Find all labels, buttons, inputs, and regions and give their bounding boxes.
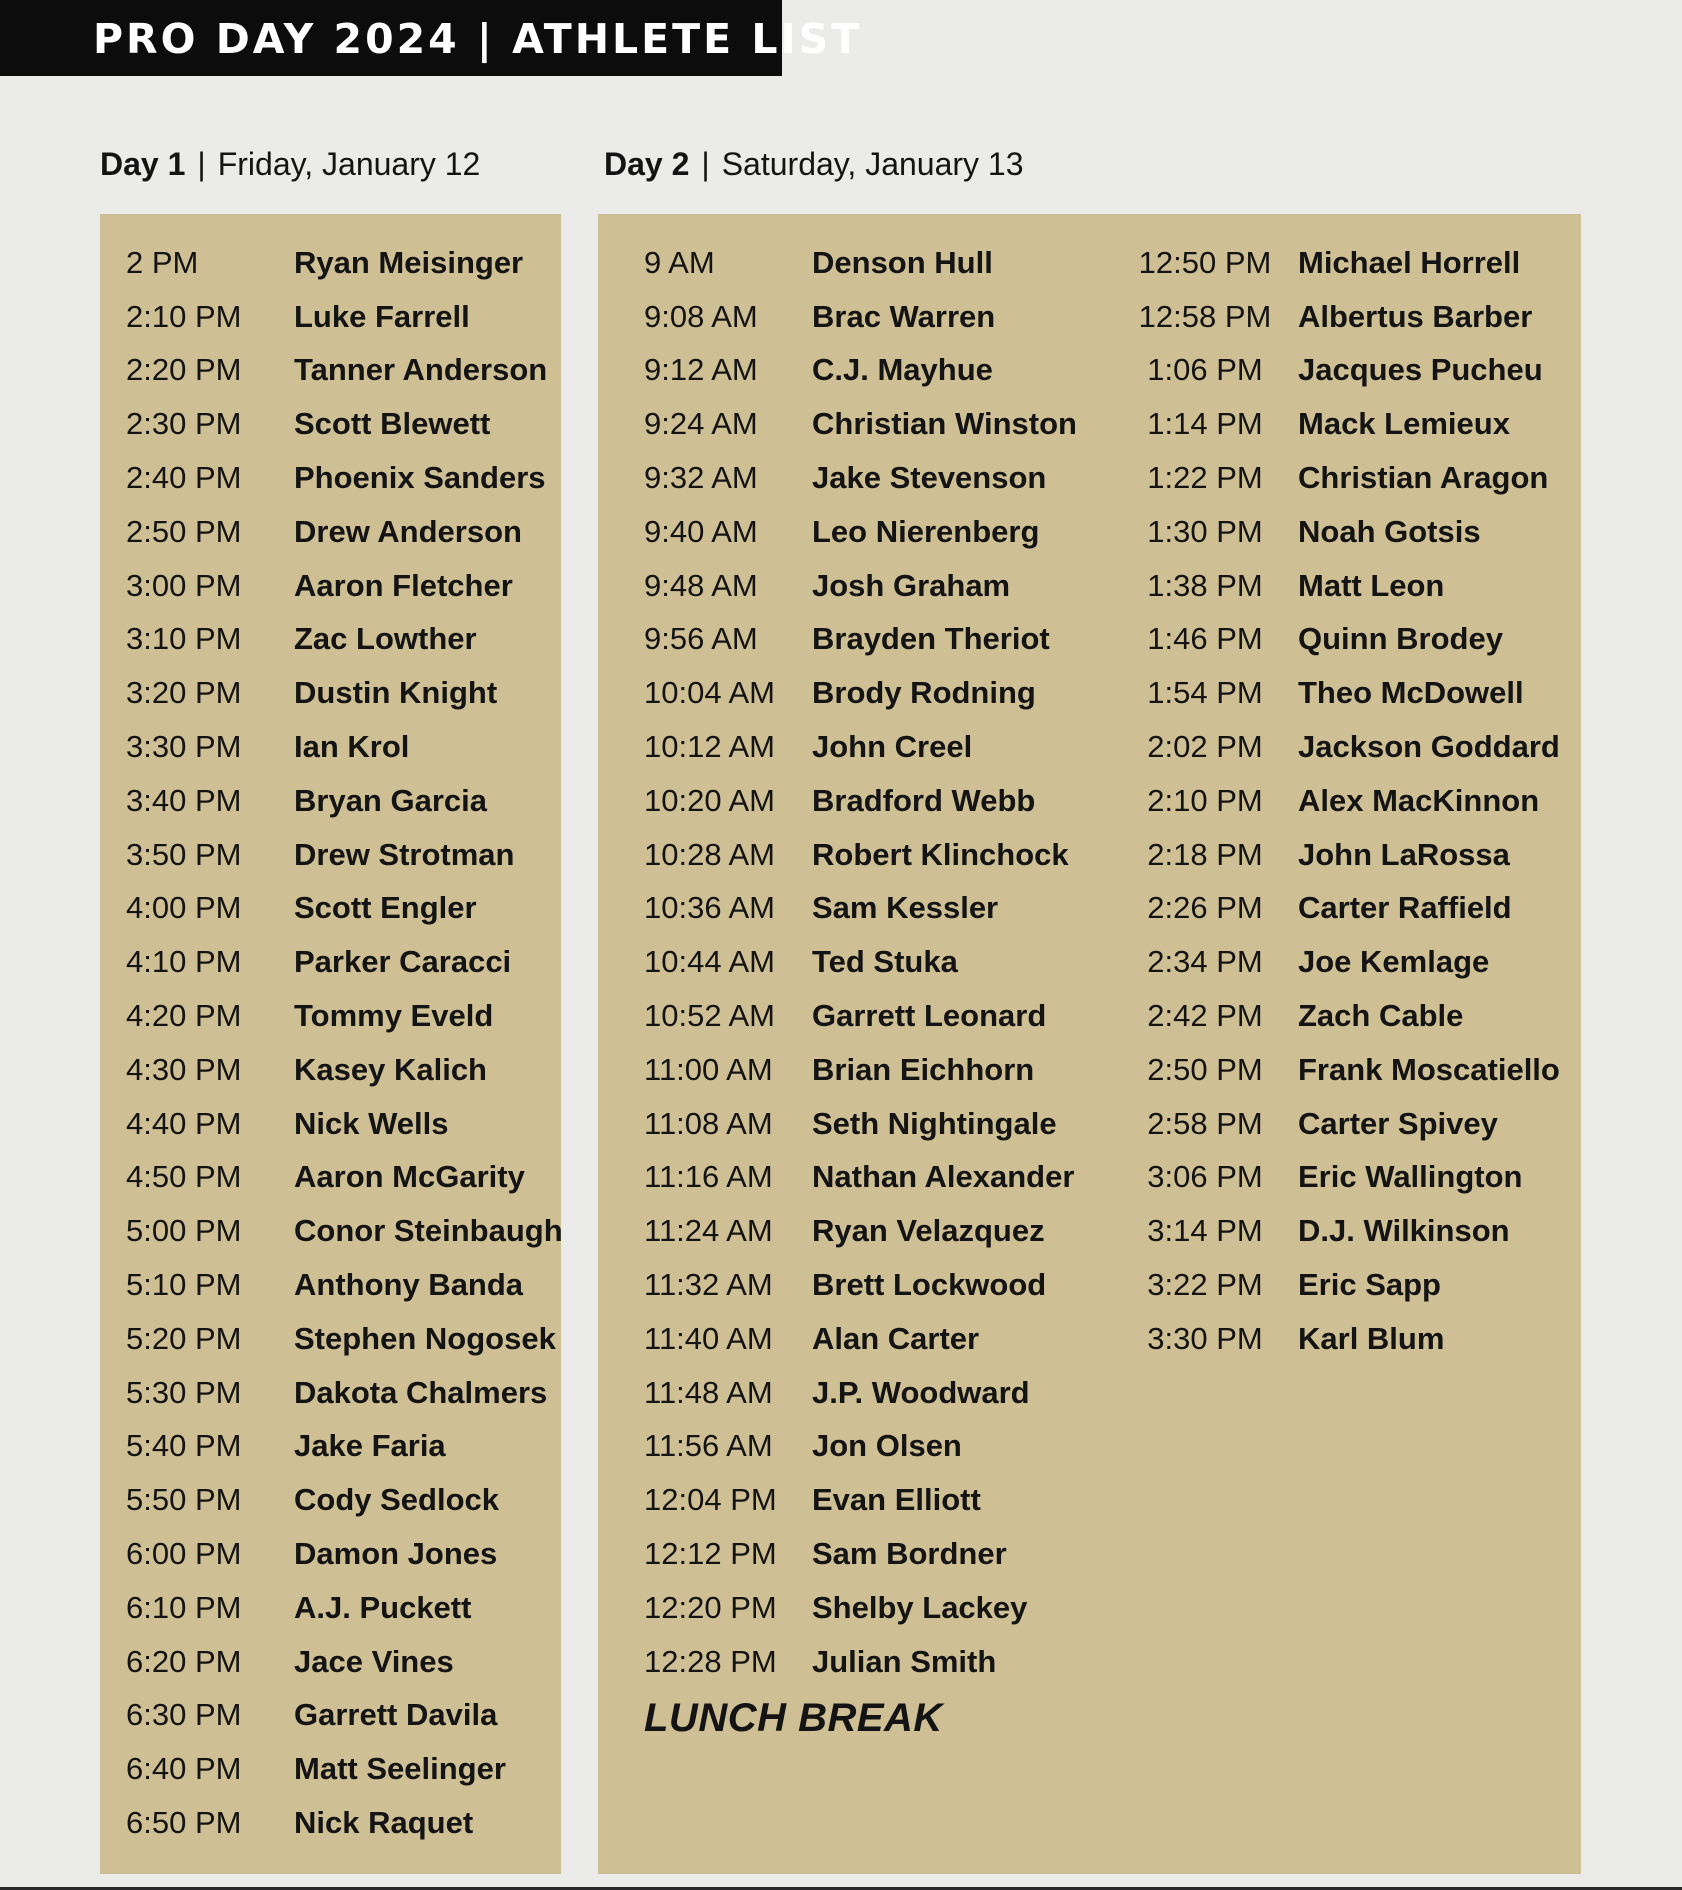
athlete-name: Zac Lowther — [294, 621, 477, 657]
schedule-row — [126, 290, 563, 344]
day2-label: Day 2 — [604, 146, 690, 182]
athlete-name: Conor Steinbaugh — [294, 1213, 563, 1249]
slot-time: 1:54 PM — [1147, 675, 1263, 711]
schedule-row — [644, 1204, 1077, 1258]
slot-time: 5:40 PM — [126, 1428, 242, 1464]
schedule-row — [1120, 397, 1560, 451]
schedule-row — [644, 1258, 1077, 1312]
schedule-row — [126, 1204, 563, 1258]
athlete-name: A.J. Puckett — [294, 1589, 472, 1625]
schedule-row — [126, 1635, 563, 1689]
schedule-row — [1120, 505, 1560, 559]
day2-separator: | — [701, 146, 710, 182]
slot-time: 11:48 AM — [644, 1374, 773, 1410]
athlete-name: Drew Anderson — [294, 513, 522, 549]
schedule-row — [644, 1151, 1077, 1205]
athlete-name: Luke Farrell — [294, 298, 470, 334]
slot-time: 2:10 PM — [126, 298, 242, 334]
schedule-row — [644, 613, 1077, 667]
slot-time: 12:12 PM — [644, 1536, 777, 1572]
athlete-name: Eric Sapp — [1298, 1267, 1441, 1303]
athlete-name: Brac Warren — [812, 298, 996, 334]
athlete-name: John Creel — [812, 729, 973, 765]
athlete-name: Jake Faria — [294, 1428, 446, 1464]
title-bar — [0, 0, 863, 76]
schedule-row — [126, 774, 563, 828]
slot-time: 4:40 PM — [126, 1105, 242, 1141]
slot-time: 3:20 PM — [126, 675, 242, 711]
day1-label: Day 1 — [100, 146, 186, 182]
schedule-row — [126, 720, 563, 774]
schedule-row — [644, 236, 1077, 290]
athlete-name: Alan Carter — [812, 1320, 980, 1356]
athlete-name: Joe Kemlage — [1298, 944, 1490, 980]
slot-time: 2:50 PM — [126, 513, 242, 549]
slot-time: 5:30 PM — [126, 1374, 242, 1410]
athlete-name: Matt Leon — [1298, 567, 1445, 603]
slot-time: 9:08 AM — [644, 298, 758, 334]
schedule-row — [126, 1742, 563, 1796]
athlete-name: Sam Kessler — [812, 890, 999, 926]
schedule-row — [644, 344, 1077, 398]
page-title: PRO DAY 2024 | ATHLETE LIST — [93, 15, 863, 63]
schedule-row — [126, 935, 563, 989]
day2-schedule-panel — [598, 214, 1581, 1874]
slot-time: 3:14 PM — [1147, 1213, 1263, 1249]
schedule-row — [1120, 451, 1560, 505]
schedule-row — [126, 236, 563, 290]
athlete-name: Michael Horrell — [1298, 244, 1521, 280]
athlete-name: Noah Gotsis — [1298, 513, 1481, 549]
athlete-name: J.P. Woodward — [812, 1374, 1030, 1410]
athlete-name: Leo Nierenberg — [812, 513, 1040, 549]
day1-schedule-panel — [100, 214, 561, 1874]
schedule-row — [644, 1366, 1077, 1420]
schedule-row — [644, 828, 1077, 882]
athlete-name: Bradford Webb — [812, 782, 1036, 818]
schedule-row — [126, 1151, 563, 1205]
schedule-row — [1120, 989, 1560, 1043]
athlete-name: Evan Elliott — [812, 1482, 981, 1518]
slot-time: 6:40 PM — [126, 1751, 242, 1787]
athlete-name: Garrett Leonard — [812, 998, 1047, 1034]
schedule-row — [126, 613, 563, 667]
slot-time: 5:10 PM — [126, 1267, 242, 1303]
slot-time: 12:04 PM — [644, 1482, 777, 1518]
schedule-row — [644, 559, 1077, 613]
slot-time: 6:10 PM — [126, 1589, 242, 1625]
athlete-name: Brody Rodning — [812, 675, 1036, 711]
slot-time: 3:40 PM — [126, 782, 242, 818]
athlete-name: Parker Caracci — [294, 944, 512, 980]
athlete-name: Tommy Eveld — [294, 998, 494, 1034]
slot-time: 12:20 PM — [644, 1589, 777, 1625]
slot-time: 9:32 AM — [644, 460, 758, 496]
slot-time: 1:46 PM — [1147, 621, 1263, 657]
slot-time: 11:00 AM — [644, 1051, 773, 1087]
slot-time: 2:20 PM — [126, 352, 242, 388]
athlete-name: Christian Winston — [812, 406, 1077, 442]
schedule-row — [644, 1635, 1077, 1689]
athlete-name: Zach Cable — [1298, 998, 1464, 1034]
schedule-row — [1120, 1258, 1560, 1312]
schedule-row — [644, 989, 1077, 1043]
schedule-row — [1120, 236, 1560, 290]
schedule-row — [126, 344, 563, 398]
slot-time: 3:22 PM — [1147, 1267, 1263, 1303]
slot-time: 3:30 PM — [1147, 1320, 1263, 1356]
athlete-name: Mack Lemieux — [1298, 406, 1510, 442]
schedule-row — [644, 505, 1077, 559]
schedule-row — [644, 1312, 1077, 1366]
slot-time: 1:06 PM — [1147, 352, 1263, 388]
slot-time: 3:06 PM — [1147, 1159, 1263, 1195]
schedule-row — [126, 1473, 563, 1527]
slot-time: 6:00 PM — [126, 1536, 242, 1572]
schedule-row — [1120, 720, 1560, 774]
athlete-name: Scott Engler — [294, 890, 477, 926]
athlete-name: Brayden Theriot — [812, 621, 1050, 657]
athlete-name: Bryan Garcia — [294, 782, 487, 818]
schedule-row — [126, 1527, 563, 1581]
schedule-row — [126, 1689, 563, 1743]
athlete-name: Drew Strotman — [294, 836, 515, 872]
slot-time: 11:56 AM — [644, 1428, 773, 1464]
schedule-row — [1120, 1151, 1560, 1205]
athlete-name: C.J. Mayhue — [812, 352, 993, 388]
athlete-name: Jackson Goddard — [1298, 729, 1560, 765]
slot-time: 10:52 AM — [644, 998, 775, 1034]
schedule-row — [644, 882, 1077, 936]
slot-time: 10:04 AM — [644, 675, 775, 711]
schedule-row — [644, 290, 1077, 344]
athlete-name: Nick Raquet — [294, 1805, 474, 1840]
slot-time: 2:18 PM — [1147, 836, 1263, 872]
athlete-name: Ryan Velazquez — [812, 1213, 1045, 1249]
day1-heading — [100, 142, 480, 186]
slot-time: 10:28 AM — [644, 836, 775, 872]
slot-time: 2:34 PM — [1147, 944, 1263, 980]
schedule-row — [1120, 1312, 1560, 1366]
athlete-name: Ted Stuka — [812, 944, 958, 980]
slot-time: 6:20 PM — [126, 1643, 242, 1679]
schedule-row — [126, 397, 563, 451]
slot-time: 2:10 PM — [1147, 782, 1263, 818]
slot-time: 11:16 AM — [644, 1159, 773, 1195]
schedule-row — [126, 1796, 563, 1850]
slot-time: 11:40 AM — [644, 1320, 773, 1356]
slot-time: 2 PM — [126, 244, 199, 280]
slot-time: 1:38 PM — [1147, 567, 1263, 603]
day1-schedule-list — [126, 236, 563, 1850]
schedule-row — [126, 828, 563, 882]
day2-heading — [604, 142, 1024, 186]
athlete-name: Stephen Nogosek — [294, 1320, 556, 1356]
athlete-name: Alex MacKinnon — [1298, 782, 1540, 818]
schedule-row — [1120, 290, 1560, 344]
schedule-row — [1120, 1043, 1560, 1097]
athlete-name: Cody Sedlock — [294, 1482, 499, 1518]
athlete-name: Karl Blum — [1298, 1320, 1445, 1356]
day2-date: Saturday, January 13 — [721, 146, 1024, 182]
athlete-name: Christian Aragon — [1298, 460, 1549, 496]
athlete-name: Jon Olsen — [812, 1428, 962, 1464]
schedule-row — [126, 666, 563, 720]
lunch-break-label: LUNCH BREAK — [644, 1696, 943, 1740]
athlete-name: Damon Jones — [294, 1536, 498, 1572]
slot-time: 6:50 PM — [126, 1805, 242, 1840]
slot-time: 5:00 PM — [126, 1213, 242, 1249]
slot-time: 12:28 PM — [644, 1643, 777, 1679]
slot-time: 2:40 PM — [126, 460, 242, 496]
schedule-row — [126, 451, 563, 505]
athlete-name: Nick Wells — [294, 1105, 449, 1141]
athlete-name: John LaRossa — [1298, 836, 1510, 872]
athlete-name: Carter Raffield — [1298, 890, 1512, 926]
athlete-name: Theo McDowell — [1298, 675, 1524, 711]
athlete-name: Albertus Barber — [1298, 298, 1533, 334]
athlete-name: Ryan Meisinger — [294, 244, 524, 280]
slot-time: 9:12 AM — [644, 352, 758, 388]
athlete-name: Julian Smith — [812, 1643, 997, 1679]
schedule-row — [126, 1312, 563, 1366]
schedule-row — [1120, 1204, 1560, 1258]
slot-time: 6:30 PM — [126, 1697, 242, 1733]
schedule-row — [126, 1097, 563, 1151]
athlete-name: Matt Seelinger — [294, 1751, 506, 1787]
athlete-name: Aaron McGarity — [294, 1159, 525, 1195]
schedule-row — [644, 1097, 1077, 1151]
slot-time: 2:50 PM — [1147, 1051, 1263, 1087]
slot-time: 9:40 AM — [644, 513, 758, 549]
athlete-name: Seth Nightingale — [812, 1105, 1057, 1141]
schedule-row — [644, 666, 1077, 720]
athlete-name: Jake Stevenson — [812, 460, 1047, 496]
athlete-name: Shelby Lackey — [812, 1589, 1028, 1625]
slot-time: 12:58 PM — [1138, 298, 1272, 334]
athlete-name: Ian Krol — [294, 729, 410, 765]
slot-time: 10:12 AM — [644, 729, 775, 765]
athlete-name: Frank Moscatiello — [1298, 1051, 1560, 1087]
slot-time: 9:48 AM — [644, 567, 758, 603]
athlete-name: Phoenix Sanders — [294, 460, 546, 496]
schedule-row — [1120, 774, 1560, 828]
slot-time: 9:24 AM — [644, 406, 758, 442]
schedule-row — [644, 1527, 1077, 1581]
slot-time: 10:36 AM — [644, 890, 775, 926]
athlete-name: Nathan Alexander — [812, 1159, 1075, 1195]
slot-time: 4:30 PM — [126, 1051, 242, 1087]
schedule-row — [1120, 1097, 1560, 1151]
schedule-row — [644, 1581, 1077, 1635]
athlete-name: Scott Blewett — [294, 406, 491, 442]
schedule-row — [644, 1473, 1077, 1527]
schedule-row — [1120, 344, 1560, 398]
athlete-name: Quinn Brodey — [1298, 621, 1503, 657]
schedule-row — [644, 935, 1077, 989]
day1-date: Friday, January 12 — [217, 146, 481, 182]
schedule-row — [644, 1420, 1077, 1474]
slot-time: 4:10 PM — [126, 944, 242, 980]
slot-time: 2:26 PM — [1147, 890, 1263, 926]
schedule-row — [126, 1366, 563, 1420]
athlete-name: Brian Eichhorn — [812, 1051, 1035, 1087]
schedule-row — [126, 882, 563, 936]
slot-time: 3:00 PM — [126, 567, 242, 603]
athlete-name: Dustin Knight — [294, 675, 498, 711]
schedule-row — [126, 1420, 563, 1474]
slot-time: 9:56 AM — [644, 621, 758, 657]
schedule-row — [126, 989, 563, 1043]
athlete-name: Brett Lockwood — [812, 1267, 1047, 1303]
schedule-row — [1120, 828, 1560, 882]
schedule-row — [126, 559, 563, 613]
athlete-name: Anthony Banda — [294, 1267, 524, 1303]
slot-time: 1:22 PM — [1147, 460, 1263, 496]
athlete-name: Eric Wallington — [1298, 1159, 1523, 1195]
schedule-row — [1120, 559, 1560, 613]
athlete-name: Jace Vines — [294, 1643, 454, 1679]
slot-time: 11:08 AM — [644, 1105, 773, 1141]
schedule-row — [1120, 613, 1560, 667]
slot-time: 11:24 AM — [644, 1213, 773, 1249]
day1-separator: | — [197, 146, 206, 182]
schedule-row — [1120, 666, 1560, 720]
athlete-name: Carter Spivey — [1298, 1105, 1498, 1141]
athlete-name: Josh Graham — [812, 567, 1011, 603]
athlete-name: Aaron Fletcher — [294, 567, 513, 603]
slot-time: 2:02 PM — [1147, 729, 1263, 765]
slot-time: 3:30 PM — [126, 729, 242, 765]
slot-time: 4:50 PM — [126, 1159, 242, 1195]
slot-time: 2:42 PM — [1147, 998, 1263, 1034]
slot-time: 1:14 PM — [1147, 406, 1263, 442]
athlete-name: Jacques Pucheu — [1298, 352, 1543, 388]
schedule-row — [644, 397, 1077, 451]
schedule-row — [644, 1043, 1077, 1097]
slot-time: 2:30 PM — [126, 406, 242, 442]
schedule-row — [126, 505, 563, 559]
athlete-name: Tanner Anderson — [294, 352, 548, 388]
slot-time: 2:58 PM — [1147, 1105, 1263, 1141]
athlete-name: Kasey Kalich — [294, 1051, 487, 1087]
slot-time: 3:10 PM — [126, 621, 242, 657]
schedule-row — [126, 1258, 563, 1312]
athlete-name: Garrett Davila — [294, 1697, 498, 1733]
athlete-name: D.J. Wilkinson — [1298, 1213, 1510, 1249]
day2-morning-list — [644, 236, 1077, 1689]
slot-time: 11:32 AM — [644, 1267, 773, 1303]
slot-time: 9 AM — [644, 244, 715, 280]
day2-afternoon-list — [1120, 236, 1560, 1366]
schedule-row — [644, 774, 1077, 828]
athlete-name: Denson Hull — [812, 244, 993, 280]
schedule-row — [126, 1043, 563, 1097]
slot-time: 4:00 PM — [126, 890, 242, 926]
slot-time: 4:20 PM — [126, 998, 242, 1034]
slot-time: 1:30 PM — [1147, 513, 1263, 549]
schedule-row — [1120, 935, 1560, 989]
athlete-name: Sam Bordner — [812, 1536, 1007, 1572]
schedule-row — [1120, 882, 1560, 936]
slot-time: 12:50 PM — [1138, 244, 1272, 280]
schedule-row — [644, 451, 1077, 505]
slot-time: 10:44 AM — [644, 944, 775, 980]
athlete-name: Dakota Chalmers — [294, 1374, 548, 1410]
slot-time: 10:20 AM — [644, 782, 775, 818]
schedule-row — [126, 1581, 563, 1635]
slot-time: 3:50 PM — [126, 836, 242, 872]
athlete-name: Robert Klinchock — [812, 836, 1069, 872]
schedule-row — [644, 720, 1077, 774]
slot-time: 5:50 PM — [126, 1482, 242, 1518]
slot-time: 5:20 PM — [126, 1320, 242, 1356]
